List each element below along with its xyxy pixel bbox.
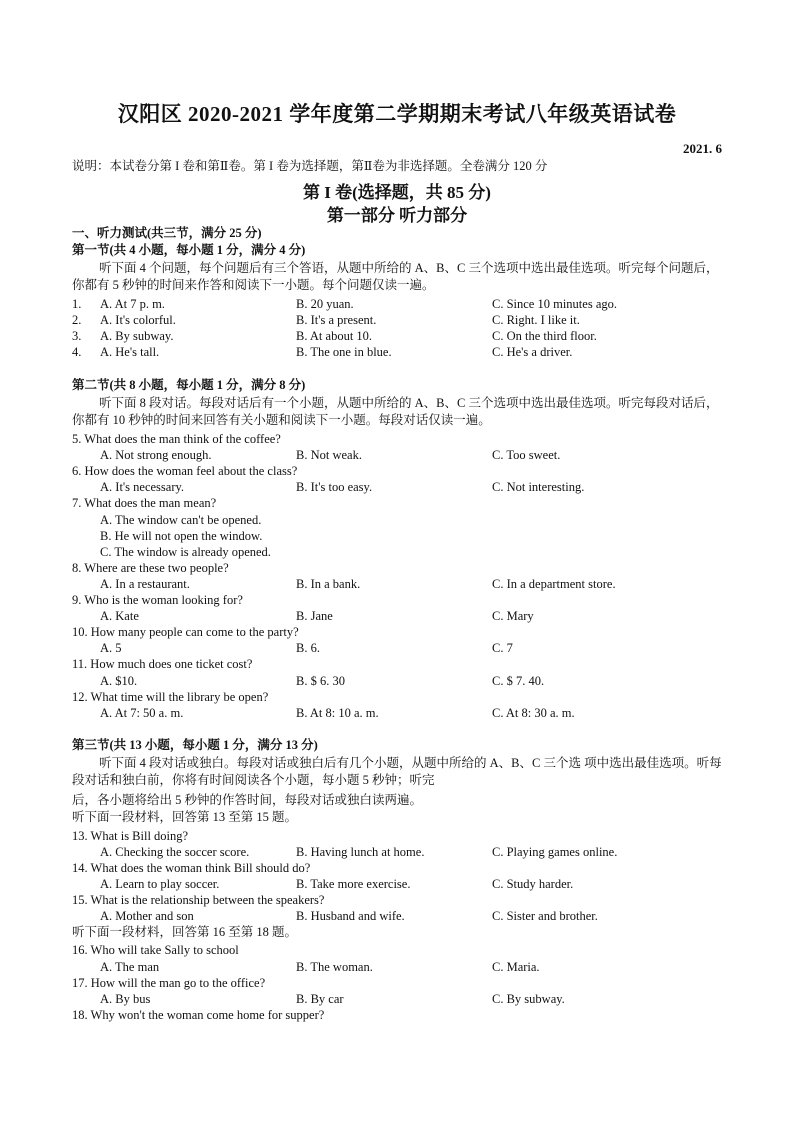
q9-question: 9. Who is the woman looking for? [72, 593, 243, 607]
part1-subheading: 第一部分 听力部分 [326, 206, 468, 225]
q17-option-c: C. By subway. [492, 992, 565, 1006]
section1-heading: 第一节(共 4 小题，每小题 1 分，满分 4 分) [72, 243, 306, 257]
exam-date: 2021. 6 [683, 141, 722, 156]
material-1-intro: 听下面一段材料，回答第 13 至第 15 题。 [72, 810, 298, 824]
q15-question: 15. What is the relationship between the speakers? [72, 893, 325, 907]
section3-heading: 第三节(共 13 小题，每小题 1 分，满分 13 分) [72, 738, 318, 752]
q1-option-c: C. Since 10 minutes ago. [492, 297, 617, 311]
section2-instructions: 听下面 8 段对话。每段对话后有一个小题，从题中所给的 A、B、C 三个选项中选出最佳选项。听完每段对话后，你都有 10 秒钟的时间来回答有关小题和阅读下一小题。每段对话仅读一遍。 [72, 396, 719, 427]
q10-option-a: A. 5 [100, 641, 122, 655]
section3-instructions-2: 后，各小题将给出 5 秒钟的作答时间，每段对话或独白读两遍。 [72, 793, 423, 807]
q8-option-b: B. In a bank. [296, 577, 361, 591]
q10-question: 10. How many people can come to the party? [72, 625, 299, 639]
q11-option-b: B. $ 6. 30 [296, 674, 345, 688]
section2-heading: 第二节(共 8 小题，每小题 1 分，满分 8 分) [72, 378, 306, 392]
q9-option-b: B. Jane [296, 609, 333, 623]
q7-option-b: B. He will not open the window. [100, 529, 263, 543]
q4-option-a: A. He's tall. [100, 345, 160, 359]
q13-question: 13. What is Bill doing? [72, 829, 189, 843]
q3-option-b: B. At about 10. [296, 329, 373, 343]
q11-option-c: C. $ 7. 40. [492, 674, 545, 688]
q17-option-b: B. By car [296, 992, 344, 1006]
q2-option-b: B. It's a present. [296, 313, 377, 327]
q14-question: 14. What does the woman think Bill should do? [72, 861, 311, 875]
q6-option-a: A. It's necessary. [100, 480, 185, 494]
listening-heading: 一、听力测试(共三节，满分 25 分) [72, 226, 262, 240]
q13-option-c: C. Playing games online. [492, 845, 618, 859]
q3-number: 3. [72, 329, 82, 343]
q17-option-a: A. By bus [100, 992, 151, 1006]
section3-instructions-1: 听下面 4 段对话或独白。每段对话或独白后有几个小题，从题中所给的 A、B、C 三个选 项中选出最佳选项。听每段对话和独白前，你将有时间阅读各个小题，每小题 5 秒钟；听完 [72, 756, 722, 787]
q4-number: 4. [72, 345, 82, 359]
q17-question: 17. How will the man go to the office? [72, 976, 266, 990]
q9-option-c: C. Mary [492, 609, 534, 623]
q15-option-a: A. Mother and son [100, 909, 194, 923]
part1-heading: 第 I 卷(选择题，共 85 分) [303, 183, 491, 202]
q6-question: 6. How does the woman feel about the class? [72, 464, 298, 478]
q13-option-b: B. Having lunch at home. [296, 845, 425, 859]
q12-option-b: B. At 8: 10 a. m. [296, 706, 379, 720]
q16-option-a: A. The man [100, 960, 160, 974]
q10-option-c: C. 7 [492, 641, 513, 655]
exam-note: 说明：本试卷分第 I 卷和第Ⅱ卷。第 I 卷为选择题，第Ⅱ卷为非选择题。全卷满分 120 分 [72, 159, 548, 173]
q2-option-c: C. Right. I like it. [492, 313, 580, 327]
q6-option-c: C. Not interesting. [492, 480, 585, 494]
q5-option-a: A. Not strong enough. [100, 448, 212, 462]
q12-question: 12. What time will the library be open? [72, 690, 269, 704]
q5-option-c: C. Too sweet. [492, 448, 561, 462]
q10-option-b: B. 6. [296, 641, 320, 655]
q8-question: 8. Where are these two people? [72, 561, 229, 575]
q5-question: 5. What does the man think of the coffee? [72, 432, 281, 446]
q11-question: 11. How much does one ticket cost? [72, 657, 253, 671]
q7-question: 7. What does the man mean? [72, 496, 217, 510]
q7-option-a: A. The window can't be opened. [100, 513, 262, 527]
q15-option-c: C. Sister and brother. [492, 909, 598, 923]
q4-option-b: B. The one in blue. [296, 345, 392, 359]
q6-option-b: B. It's too easy. [296, 480, 373, 494]
q15-option-b: B. Husband and wife. [296, 909, 405, 923]
q18-question: 18. Why won't the woman come home for supper? [72, 1008, 325, 1022]
q8-option-a: A. In a restaurant. [100, 577, 190, 591]
q16-question: 16. Who will take Sally to school [72, 943, 239, 957]
q7-option-c: C. The window is already opened. [100, 545, 271, 559]
q2-option-a: A. It's colorful. [100, 313, 176, 327]
exam-title: 汉阳区 2020-2021 学年度第二学期期末考试八年级英语试卷 [117, 102, 677, 126]
q1-option-b: B. 20 yuan. [296, 297, 354, 311]
q12-option-a: A. At 7: 50 a. m. [100, 706, 184, 720]
q16-option-c: C. Maria. [492, 960, 540, 974]
q3-option-a: A. By subway. [100, 329, 174, 343]
q13-option-a: A. Checking the soccer score. [100, 845, 250, 859]
q14-option-b: B. Take more exercise. [296, 877, 411, 891]
q14-option-a: A. Learn to play soccer. [100, 877, 220, 891]
q14-option-c: C. Study harder. [492, 877, 574, 891]
q1-option-a: A. At 7 p. m. [100, 297, 165, 311]
q11-option-a: A. $10. [100, 674, 138, 688]
q9-option-a: A. Kate [100, 609, 139, 623]
q12-option-c: C. At 8: 30 a. m. [492, 706, 575, 720]
q4-option-c: C. He's a driver. [492, 345, 573, 359]
q3-option-c: C. On the third floor. [492, 329, 597, 343]
q8-option-c: C. In a department store. [492, 577, 616, 591]
q2-number: 2. [72, 313, 82, 327]
section1-instructions: 听下面 4 个问题，每个问题后有三个答语，从题中所给的 A、B、C 三个选项中选出最佳选项。听完每个问题后，你都有 5 秒钟的时间来作答和阅读下一小题。每个问题仅读一遍。 [72, 261, 719, 292]
q1-number: 1. [72, 297, 82, 311]
q5-option-b: B. Not weak. [296, 448, 362, 462]
q16-option-b: B. The woman. [296, 960, 373, 974]
material-2-intro: 听下面一段材料，回答第 16 至第 18 题。 [72, 925, 298, 939]
